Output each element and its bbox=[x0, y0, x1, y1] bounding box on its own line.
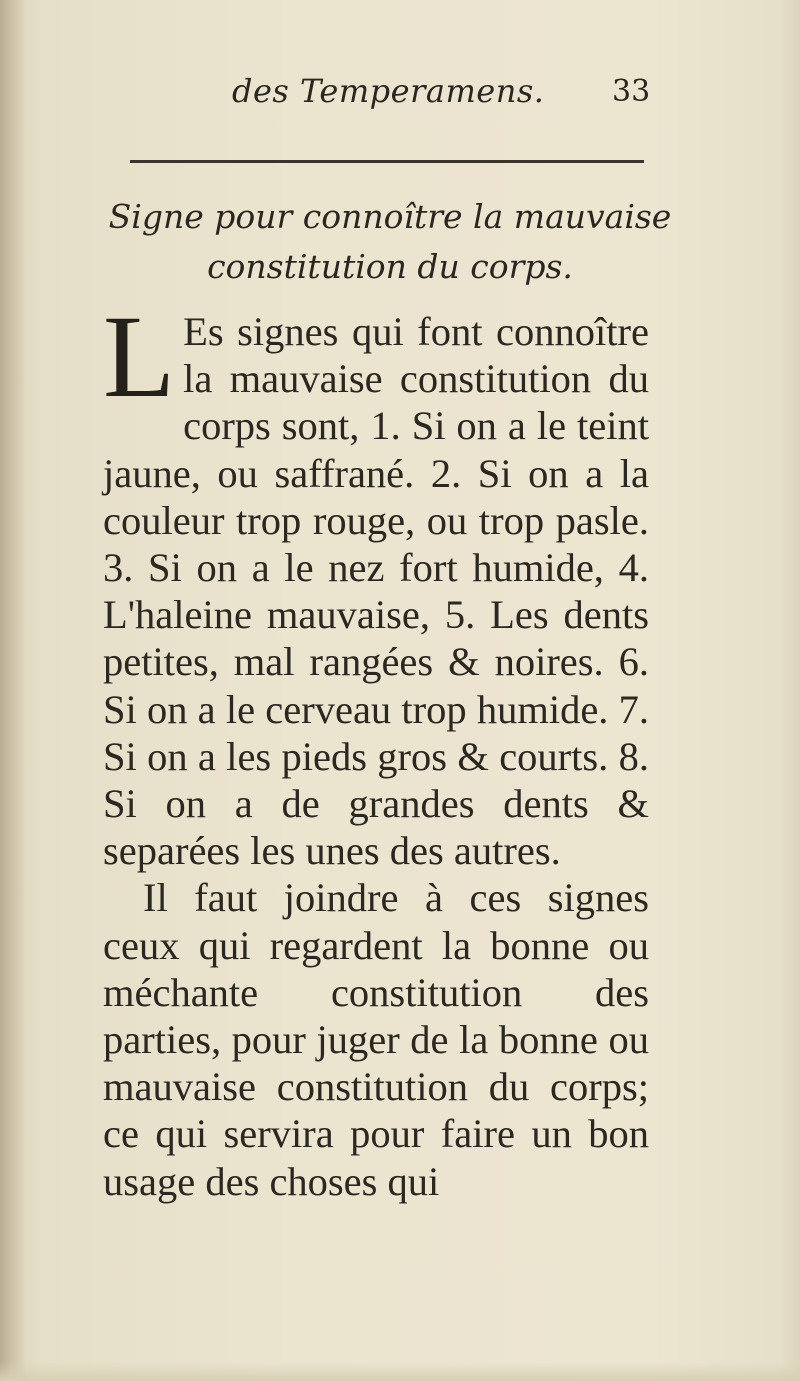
page-gutter-shadow bbox=[0, 0, 26, 1381]
page-header bbox=[0, 72, 800, 122]
page-bottom-edge bbox=[0, 1362, 800, 1381]
page-number: 33 bbox=[612, 74, 651, 109]
paragraph-1 bbox=[103, 291, 649, 874]
drop-cap: L bbox=[103, 291, 176, 422]
header-rule bbox=[130, 160, 644, 163]
body-text bbox=[103, 291, 649, 1205]
paragraph-2: Il faut joindre à ces signes ceux qui regardent la bonne ou méchante constitution des parties, pour juger de la bonne ou mauvaise constitution du corps; ce qui servira pour faire un bon usage des choses qui bbox=[103, 875, 649, 1204]
running-title: des Temperamens. bbox=[232, 72, 545, 110]
section-title: Signe pour connoître la mauvaise constitution du corps. bbox=[108, 197, 672, 286]
paragraph-1-text: Es signes qui font connoître la mauvaise constitution du corps sont, 1. Si on a le teint jaune, ou saffrané. 2. Si on a la couleur trop rouge, ou trop pasle. 3. Si on a le nez fort humide, 4. L'haleine mauvaise, 5. Les dents petites, mal rangées & noires. 6. Si on a le cerveau trop humide. 7. Si on a les pieds gros & courts. 8. Si on a de grandes dents & separées les unes des autres. bbox=[103, 309, 649, 874]
